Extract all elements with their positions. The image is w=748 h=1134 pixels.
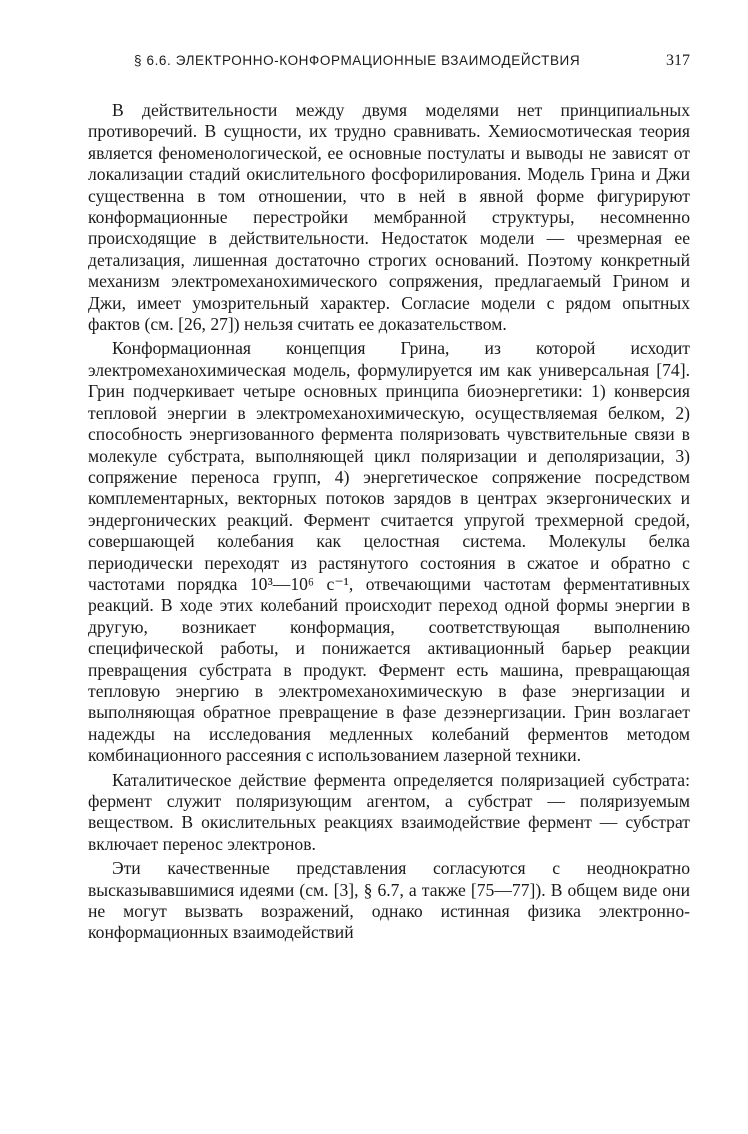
body-text [88, 100, 690, 944]
paragraph-qualitative-ideas: Эти качественные представления согласуются с неоднократно высказывавшимися идеями (см. [3], § 6.7, а также [75—77]). В общем виде они не могут вызвать возражений, однако истинная физика электронно-конформационных взаимодействий [88, 858, 690, 943]
running-head [134, 52, 690, 70]
paragraph-models-comparison: В действительности между двумя моделями нет принципиальных противоречий. В сущности, их трудно сравнивать. Хемиосмотическая теория является феноменологической, ее основные постулаты и выводы не зависят от локализации стадий окислительного фосфорилирования. Модель Грина и Джи существенна в том отношении, что в ней в явной форме фигурируют конформационные перестройки мембранной структуры, несомненно происходящие в действительности. Недостаток модели — чрезмерная ее детализация, лишенная достаточно строгих оснований. Поэтому конкретный механизм электромеханохимического сопряжения, предлагаемый Грином и Джи, имеет умозрительный характер. Согласие модели с рядом опытных фактов (см. [26, 27]) нельзя считать ее доказательством. [88, 100, 690, 335]
paragraph-green-concept: Конформационная концепция Грина, из которой исходит электромеханохимическая модель, формулируется им как универсальная [74]. Грин подчеркивает четыре основных принципа биоэнергетики: 1) конверсия тепловой энергии в электромеханохимическую, осуществляемая белком, 2) способность энергизованного фермента поляризовать чувствительные связи в молекуле субстрата, выполняющей цикл поляризации и деполяризации, 3) сопряжение переноса групп, 4) энергетическое сопряжение посредством комплементарных, векторных потоков зарядов в центрах экзергонических и эндергонических реакций. Фермент считается упругой трехмерной средой, совершающей колебания как целостная система. Молекулы белка периодически переходят из растянутого состояния в сжатое и обратно с частотами порядка 10³—10⁶ с⁻¹, отвечающими частотам ферментативных реакций. В ходе этих колебаний происходит переход одной формы энергии в другую, возникает конформация, соответствующая выполнению специфической работы, и понижается активационный барьер реакции превращения субстрата в продукт. Фермент есть машина, превращающая тепловую энергию в электромеханохимическую в фазе энергизации и выполняющая обратное превращение в фазе дезэнергизации. Грин возлагает надежды на исследования медленных колебаний ферментов методом комбинационного рассеяния с использованием лазерной техники. [88, 338, 690, 766]
book-page [88, 52, 690, 944]
running-title: § 6.6. ЭЛЕКТРОННО-КОНФОРМАЦИОННЫЕ ВЗАИМОДЕЙСТВИЯ [134, 53, 581, 68]
paragraph-catalytic-action: Каталитическое действие фермента определяется поляризацией субстрата: фермент служит поляризующим агентом, а субстрат — поляризуемым веществом. В окислительных реакциях взаимодействие фермент — субстрат включает перенос электронов. [88, 769, 690, 854]
page-number: 317 [666, 52, 690, 69]
